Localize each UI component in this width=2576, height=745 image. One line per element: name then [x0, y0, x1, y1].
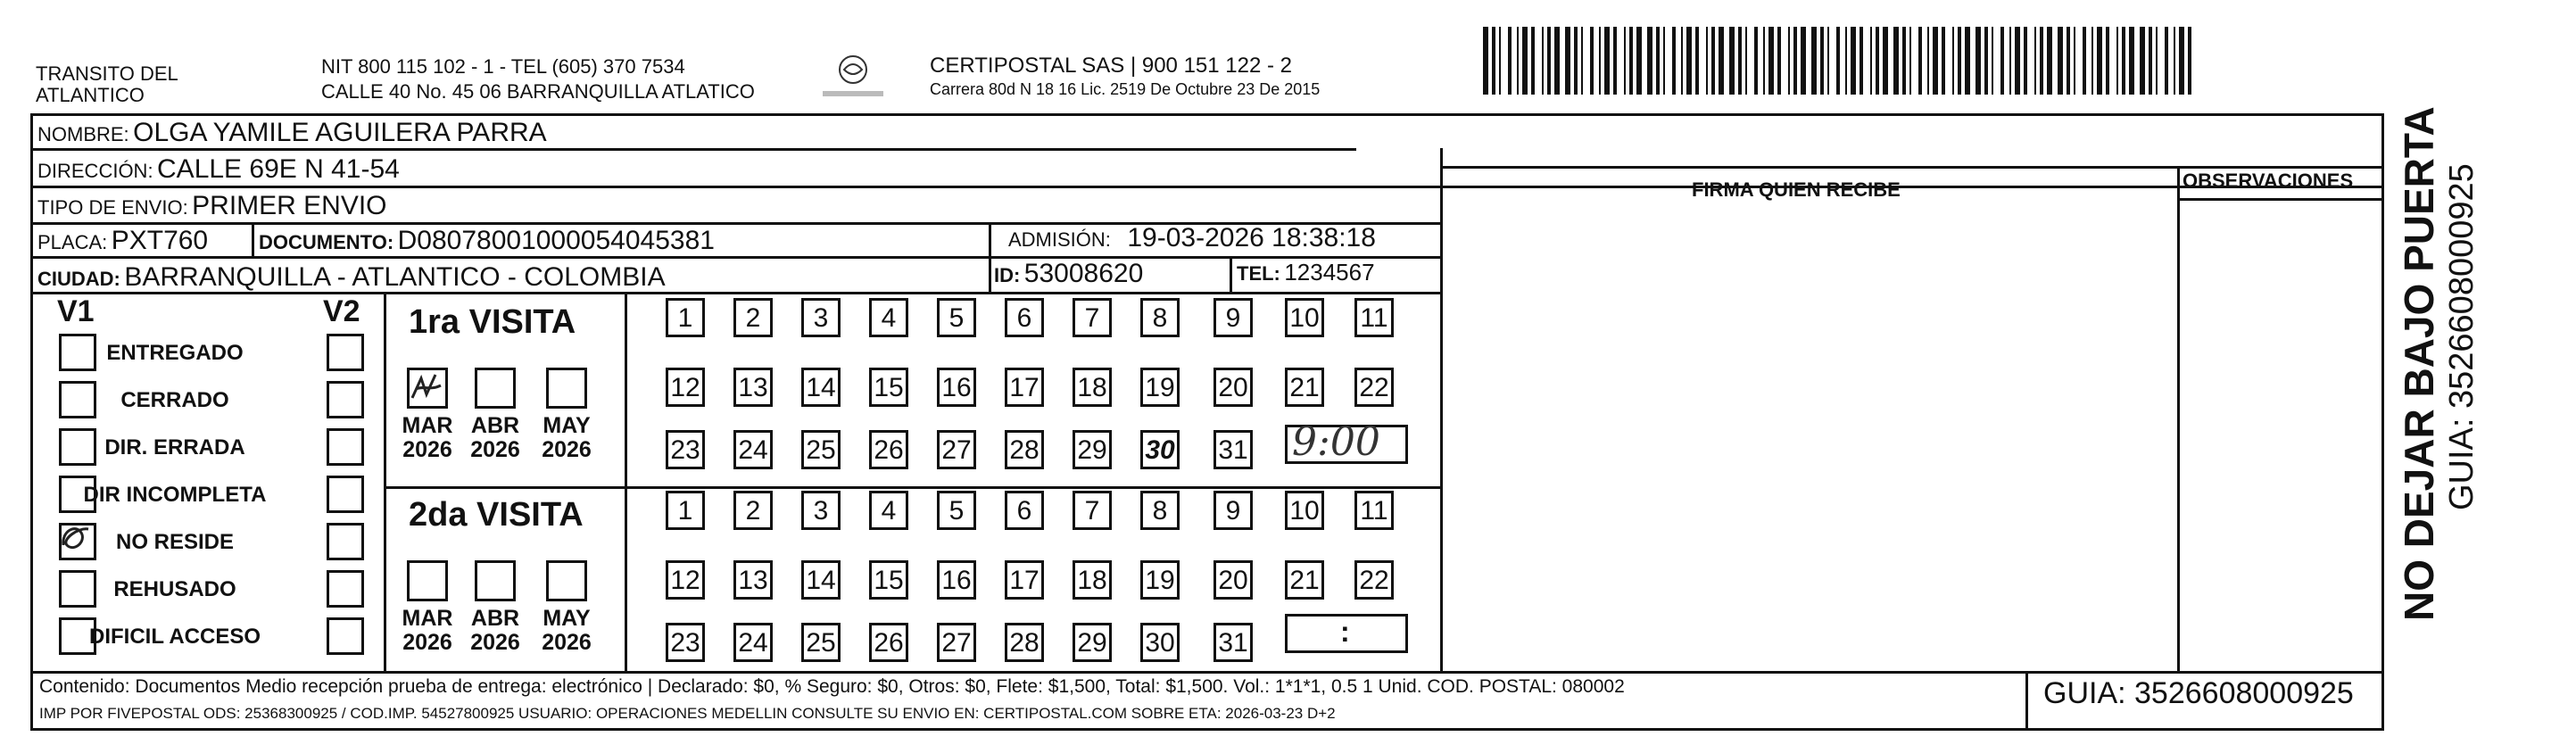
day-box[interactable]: 22 — [1354, 560, 1394, 600]
barcode-bar — [1581, 27, 1583, 95]
month-name: ABR — [470, 606, 520, 631]
barcode-bar — [1958, 27, 1961, 95]
barcode-bar — [2091, 27, 2093, 95]
day-box[interactable]: 14 — [801, 368, 841, 407]
day-box[interactable]: 2 — [733, 298, 773, 337]
day-box[interactable]: 28 — [1005, 430, 1044, 469]
month-year: 2026 — [542, 437, 592, 462]
frame-top — [30, 113, 2384, 116]
barcode-bar — [1499, 27, 1501, 95]
barcode-bar — [1522, 27, 1528, 95]
status-option-label: DIFICIL ACCESO — [88, 625, 261, 649]
status-option-label: CERRADO — [120, 388, 229, 412]
day-box[interactable]: 12 — [666, 560, 705, 600]
barcode-bar — [1876, 27, 1879, 95]
nombre-label: NOMBRE: — [37, 123, 129, 145]
v2-checkbox[interactable] — [327, 381, 364, 418]
barcode-bar — [1820, 27, 1824, 95]
barcode-bar — [1590, 27, 1594, 95]
tel-row — [1237, 259, 1375, 286]
barcode-bar — [1801, 27, 1806, 95]
day-box[interactable]: 15 — [869, 368, 908, 407]
direccion-value: CALLE 69E N 41-54 — [157, 154, 400, 184]
status-option-label: ENTREGADO — [106, 341, 244, 365]
day-box[interactable]: 9 — [1213, 298, 1253, 337]
barcode-bar — [2067, 27, 2070, 95]
day-box[interactable]: 22 — [1354, 368, 1394, 407]
tipo-row — [37, 191, 387, 221]
admision-label: ADMISIÓN: — [1008, 228, 1111, 251]
barcode-bar — [1811, 27, 1817, 95]
day-box[interactable]: 26 — [869, 623, 908, 662]
barcode-bar — [1788, 27, 1790, 95]
month-checkbox-checked[interactable] — [407, 368, 448, 409]
barcode-bar — [1686, 27, 1692, 95]
barcode-bar — [1663, 27, 1665, 95]
divider-placa — [252, 222, 254, 258]
divider-footer-guia — [2025, 671, 2028, 730]
barcode-bar — [1604, 27, 1610, 95]
barcode-bar — [1729, 27, 1735, 95]
barcode-bar — [1574, 27, 1578, 95]
day-box[interactable]: 1 — [666, 298, 705, 337]
day-box[interactable]: 15 — [869, 560, 908, 600]
barcode-bar — [1738, 27, 1742, 95]
month-label — [396, 414, 459, 462]
barcode-bar — [2188, 27, 2191, 95]
day-box[interactable]: 11 — [1354, 298, 1394, 337]
firma-header-line — [1440, 166, 2384, 169]
tipo-value: PRIMER ENVIO — [192, 191, 387, 220]
status-option-label: DIR INCOMPLETA — [83, 483, 267, 507]
divider-status — [384, 292, 386, 673]
barcode-bar — [1827, 27, 1829, 95]
day-box[interactable]: 1 — [666, 491, 705, 530]
barcode-bar — [1952, 27, 1954, 95]
divider-months — [625, 292, 627, 673]
day-box[interactable]: 9 — [1213, 491, 1253, 530]
barcode-bar — [1851, 27, 1856, 95]
barcode-bar — [2116, 27, 2118, 95]
barcode-bar — [1777, 27, 1781, 95]
sender-nit: NIT 800 115 102 - 1 - TEL (605) 370 7534 — [321, 55, 685, 78]
day-box[interactable]: 18 — [1073, 560, 1112, 600]
day-box[interactable]: 21 — [1285, 560, 1324, 600]
barcode-bar — [1965, 27, 1970, 95]
day-box[interactable]: 31 — [1213, 430, 1253, 469]
barcode-bar — [1975, 27, 1981, 95]
barcode-bar — [1845, 27, 1847, 95]
barcode-bar — [1883, 27, 1888, 95]
second-visit-time-placeholder: : — [1340, 616, 1350, 648]
day-box[interactable]: 6 — [1005, 298, 1044, 337]
ciudad-value: BARRANQUILLA - ATLANTICO - COLOMBIA — [124, 262, 666, 292]
day-box[interactable]: 16 — [937, 368, 976, 407]
barcode-bar — [2024, 27, 2027, 95]
barcode-bar — [1893, 27, 1899, 95]
day-box[interactable]: 17 — [1005, 368, 1044, 407]
barcode-bar — [2000, 27, 2004, 95]
day-box[interactable]: 11 — [1354, 491, 1394, 530]
day-box[interactable]: 2 — [733, 491, 773, 530]
day-box[interactable]: 19 — [1140, 560, 1180, 600]
barcode-bar — [2015, 27, 2020, 95]
day-box[interactable]: 23 — [666, 623, 705, 662]
id-label: ID: — [994, 264, 1021, 286]
documento-label: DOCUMENTO: — [259, 231, 394, 253]
barcode-bar — [1681, 27, 1683, 95]
barcode-bar — [1624, 27, 1626, 95]
v2-label: V2 — [323, 294, 360, 328]
barcode-bar — [2165, 27, 2168, 95]
sender-name-line2: ATLANTICO — [36, 84, 145, 106]
day-box[interactable]: 4 — [869, 491, 908, 530]
documento-row — [259, 226, 715, 256]
divider-tel — [1230, 256, 1232, 292]
day-box[interactable]: 25 — [801, 430, 841, 469]
courier-address: Carrera 80d N 18 16 Lic. 2519 De Octubre 23 De 2015 — [930, 80, 1321, 98]
day-box[interactable]: 21 — [1285, 368, 1324, 407]
month-checkbox[interactable] — [546, 560, 587, 601]
day-box[interactable]: 25 — [801, 623, 841, 662]
month-name: MAY — [543, 413, 591, 438]
barcode-bar — [1870, 27, 1872, 95]
barcode-bar — [1745, 27, 1747, 95]
barcode-bar — [2047, 27, 2052, 95]
barcode-bar — [1629, 27, 1633, 95]
first-visit-title: 1ra VISITA — [409, 303, 576, 341]
day-box[interactable]: 17 — [1005, 560, 1044, 600]
day-box[interactable]: 24 — [733, 623, 773, 662]
id-value: 53008620 — [1023, 259, 1144, 288]
barcode-bar — [1902, 27, 1906, 95]
day-box[interactable]: 10 — [1285, 298, 1324, 337]
day-box[interactable]: 10 — [1285, 491, 1324, 530]
day-box[interactable]: 14 — [801, 560, 841, 600]
barcode-bar — [2179, 27, 2184, 95]
barcode-bar — [1656, 27, 1660, 95]
day-box[interactable]: 5 — [937, 298, 976, 337]
footer-guia: GUIA: 3526608000925 — [2043, 676, 2354, 710]
barcode-bar — [1933, 27, 1938, 95]
barcode-bar — [2156, 27, 2158, 95]
certipostal-logo — [817, 52, 889, 103]
barcode-bar — [2083, 27, 2086, 95]
barcode-bar — [1909, 27, 1911, 95]
documento-value: D08078001000054045381 — [397, 226, 715, 255]
divider-firma — [1440, 148, 1443, 673]
barcode-bar — [1992, 27, 1993, 95]
tel-value: 1234567 — [1284, 259, 1375, 286]
barcode-bar — [2058, 27, 2063, 95]
ciudad-row — [37, 262, 666, 293]
v2-checkbox[interactable] — [327, 334, 364, 371]
barcode-bar — [1547, 27, 1551, 95]
nombre-value: OLGA YAMILE AGUILERA PARRA — [133, 118, 547, 147]
barcode-bar — [1918, 27, 1922, 95]
barcode-bar — [1554, 27, 1560, 95]
footer-impresion: IMP POR FIVEPOSTAL ODS: 25368300925 / COD.IMP. 54527800925 USUARIO: OPERACIONES MEDELLIN CONSULTE SU ENVIO EN: CERTIPOSTAL.COM SOBRE ETA: 2026-03-23 D+2 — [39, 705, 1336, 722]
barcode-bar — [1647, 27, 1652, 95]
barcode-bar — [1613, 27, 1617, 95]
status-option-label: REHUSADO — [113, 577, 236, 601]
frame-right — [2381, 113, 2384, 731]
row-line-6 — [384, 486, 1442, 489]
barcode-bar — [1542, 27, 1544, 95]
day-box[interactable]: 16 — [937, 560, 976, 600]
v2-checkbox[interactable] — [327, 523, 364, 560]
barcode-bar — [2074, 27, 2075, 95]
placa-row — [37, 226, 208, 256]
barcode-bar — [1492, 27, 1495, 95]
v2-checkbox[interactable] — [327, 617, 364, 655]
v2-checkbox[interactable] — [327, 570, 364, 608]
day-box[interactable]: 5 — [937, 491, 976, 530]
side-guia: GUIA: 3526608000925 — [2443, 163, 2481, 510]
day-box[interactable]: 13 — [733, 368, 773, 407]
firma-label: FIRMA QUIEN RECIBE — [1692, 178, 1901, 201]
day-box[interactable]: 4 — [869, 298, 908, 337]
month-label — [464, 414, 526, 462]
month-checkbox[interactable] — [407, 560, 448, 601]
barcode-bar — [2034, 27, 2036, 95]
day-box[interactable]: 23 — [666, 430, 705, 469]
admision-value: 19-03-2026 18:38:18 — [1127, 223, 1376, 252]
month-name: MAY — [543, 606, 591, 631]
day-box[interactable]: 18 — [1073, 368, 1112, 407]
placa-value: PXT760 — [111, 226, 209, 255]
barcode-bar — [2122, 27, 2125, 95]
day-box[interactable]: 26 — [869, 430, 908, 469]
month-label — [535, 414, 598, 462]
barcode-bar — [1508, 27, 1512, 95]
barcode-bar — [2106, 27, 2109, 95]
day-box[interactable]: 31 — [1213, 623, 1253, 662]
barcode-bar — [1927, 27, 1929, 95]
barcode-bar — [1711, 27, 1715, 95]
barcode-bar — [1754, 27, 1758, 95]
barcode-bar — [1483, 27, 1488, 95]
barcode-bar — [1719, 27, 1724, 95]
day-box[interactable]: 30 — [1140, 623, 1180, 662]
month-label — [464, 607, 526, 655]
day-box[interactable]: 29 — [1073, 430, 1112, 469]
v2-checkbox[interactable] — [327, 428, 364, 466]
barcode-bar — [2140, 27, 2145, 95]
barcode-bar — [2040, 27, 2043, 95]
status-option-label: DIR. ERRADA — [104, 435, 245, 459]
tel-label: TEL: — [1237, 262, 1280, 285]
barcode-bar — [2129, 27, 2134, 95]
v1-label: V1 — [57, 294, 95, 328]
day-box[interactable]: 27 — [937, 623, 976, 662]
footer-contenido: Contenido: Documentos Medio recepción prueba de entrega: electrónico | Declarado: $0, % Seguro: $0, Otros: $0, Flete: $1,500, Total: $1,500. Vol.: 1*1*1, 0.5 1 Unid. COD. POSTAL: 080002 — [39, 676, 1625, 697]
admision-row — [1008, 223, 1376, 253]
day-box[interactable]: 6 — [1005, 491, 1044, 530]
barcode-bar — [1599, 27, 1601, 95]
month-year: 2026 — [542, 630, 592, 655]
barcode-bar — [1672, 27, 1676, 95]
observaciones-header-line — [2177, 198, 2384, 201]
day-box[interactable]: 24 — [733, 430, 773, 469]
first-visit-handwritten-time: 9:00 — [1292, 419, 1380, 465]
sender-name-line1: TRANSITO DEL — [36, 62, 178, 85]
barcode-bar — [2174, 27, 2175, 95]
day-box[interactable]: 3 — [801, 491, 841, 530]
barcode-bar — [1942, 27, 1945, 95]
barcode-bar — [1768, 27, 1774, 95]
barcode-bar — [1763, 27, 1765, 95]
v2-checkbox[interactable] — [327, 476, 364, 513]
month-checkbox[interactable] — [546, 368, 587, 409]
row-line-1 — [30, 148, 1356, 151]
no-dejar-bajo-puerta: NO DEJAR BAJO PUERTA — [2396, 106, 2442, 621]
direccion-label: DIRECCIÓN: — [37, 160, 153, 182]
barcode-bar — [2097, 27, 2102, 95]
direccion-row — [37, 154, 400, 185]
month-name: ABR — [470, 413, 520, 438]
nombre-row — [37, 118, 547, 148]
month-year: 2026 — [470, 437, 520, 462]
month-checkbox[interactable] — [475, 368, 516, 409]
placa-label: PLACA: — [37, 231, 108, 253]
barcode — [1483, 27, 2204, 95]
day-box[interactable]: 3 — [801, 298, 841, 337]
day-box[interactable]: 19 — [1140, 368, 1180, 407]
day-box[interactable]: 12 — [666, 368, 705, 407]
barcode-bar — [1836, 27, 1840, 95]
month-year: 2026 — [402, 630, 452, 655]
divider-admision — [989, 222, 991, 294]
day-box[interactable]: 13 — [733, 560, 773, 600]
divider-observaciones — [2177, 166, 2180, 673]
day-box[interactable]: 27 — [937, 430, 976, 469]
observaciones-label: OBSERVACIONES — [2183, 170, 2354, 192]
barcode-bar — [1860, 27, 1863, 95]
barcode-bar — [1793, 27, 1797, 95]
barcode-bar — [2009, 27, 2011, 95]
month-label — [535, 607, 598, 655]
month-name: MAR — [402, 606, 453, 631]
barcode-bar — [2149, 27, 2152, 95]
day-box[interactable]: 28 — [1005, 623, 1044, 662]
month-name: MAR — [402, 413, 453, 438]
tipo-label: TIPO DE ENVIO: — [37, 196, 188, 219]
id-row — [994, 259, 1143, 289]
barcode-bar — [1636, 27, 1642, 95]
day-box[interactable]: 7 — [1073, 491, 1112, 530]
day-box-marked[interactable]: 30 — [1140, 430, 1180, 469]
barcode-bar — [1984, 27, 1988, 95]
frame-bottom — [30, 728, 2384, 731]
month-year: 2026 — [470, 630, 520, 655]
barcode-bar — [1531, 27, 1535, 95]
day-box[interactable]: 7 — [1073, 298, 1112, 337]
barcode-bar — [1565, 27, 1570, 95]
barcode-bar — [1706, 27, 1708, 95]
day-box[interactable]: 8 — [1140, 491, 1180, 530]
sender-address: CALLE 40 No. 45 06 BARRANQUILLA ATLATICO — [321, 80, 755, 103]
barcode-bar — [1517, 27, 1519, 95]
day-box[interactable]: 20 — [1213, 560, 1253, 600]
month-checkbox[interactable] — [475, 560, 516, 601]
month-year: 2026 — [402, 437, 452, 462]
day-box[interactable]: 29 — [1073, 623, 1112, 662]
status-option-label: NO RESIDE — [115, 530, 235, 554]
second-visit-title: 2da VISITA — [409, 496, 584, 534]
day-box[interactable]: 20 — [1213, 368, 1253, 407]
barcode-bar — [1695, 27, 1699, 95]
row-line-2 — [30, 186, 2384, 188]
ciudad-label: CIUDAD: — [37, 268, 120, 290]
month-label — [396, 607, 459, 655]
courier-name: CERTIPOSTAL SAS | 900 151 122 - 2 — [930, 54, 1292, 78]
day-box[interactable]: 8 — [1140, 298, 1180, 337]
